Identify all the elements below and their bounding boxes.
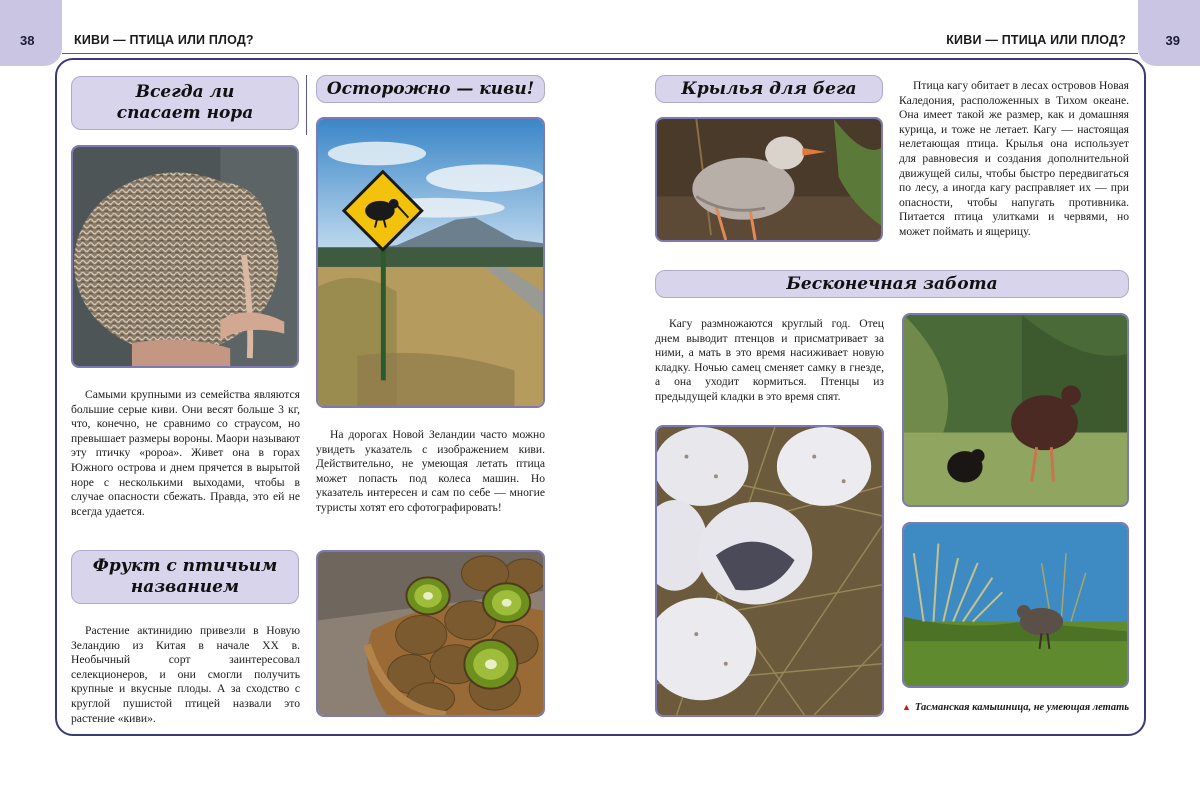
kiwi-bird-photo	[71, 145, 299, 368]
body-text-burrow: Самыми крупными из семейства являются большие серые киви. Они весят больше 3 кг, что, конечно, не сравнимо со страусом, но превышает размеры вороны. Маори называют эту птичку «ророа». Живет она в горах Южного острова и днем прячется в вырытой норе с несколькими выходами, чтобы в случае опасности сбежать. Правда, это ей не всегда удается.	[71, 388, 300, 518]
section-title-fruit: Фрукт с птичьим названием	[71, 550, 299, 604]
page-number-left: 38	[20, 33, 35, 48]
body-text-care: Кагу размножаются круглый год. Отец днем выводит птенцов и присматривает за ними, а мать в это время насиживает новую кладку. Ночью самец сменяет самку в гнезде, а она уходит кормиться. Птенцы из предыдущей кладки в это время спят.	[655, 317, 884, 403]
page-number-right: 39	[1165, 33, 1180, 48]
kagu-with-chick-photo	[902, 313, 1129, 507]
photo-caption	[902, 702, 1137, 713]
section-title-burrow: Всегда ли спасает нора	[71, 76, 299, 130]
body-text-wings: Птица кагу обитает в лесах островов Новая Каледония, расположенных в Тихом океане. Она имеет такой же размер, как и домашняя курица, и тоже не летает. Кагу — настоящая нелетающая птица. Крылья она использует для равновесия и создания дополнительной движущей силы, чтобы быстро передвигаться по лесу, а иногда кагу расправляет их — при опасности, чтобы напугать противника. Питается птица улитками и червями, но может поймать и ящерицу.	[899, 79, 1129, 238]
section-title-careful: Осторожно — киви!	[316, 75, 545, 103]
kagu-bird-photo	[655, 117, 883, 242]
section-title-care: Бесконечная забота	[655, 270, 1129, 298]
kiwi-road-sign-photo	[316, 117, 545, 408]
section-title-wings: Крылья для бега	[655, 75, 883, 103]
header-rule-right	[600, 53, 1138, 54]
body-text-fruit: Растение актинидию привезли в Новую Зеландию из Китая в начале XX в. Необычный сорт заинтересовал селекционеров, и они смогли получить крупные и вкусные плоды. А за сходство с круглой пушистой птицей назвали это растение «киви».	[71, 624, 300, 725]
column-divider	[306, 75, 307, 135]
body-text-careful: На дорогах Новой Зеландии часто можно увидеть указатель с изображением киви. Действительно, не умеющая летать птица может попасть под колеса машин. Но указатель интересен и сам по себе — многие туристы хотят его сфотографировать!	[316, 428, 545, 514]
tasmanian-native-hen-photo	[902, 522, 1129, 688]
header-rule-left	[62, 53, 600, 54]
kagu-eggs-nest-photo	[655, 425, 884, 717]
kiwi-fruit-basket-photo	[316, 550, 545, 717]
running-head-left: КИВИ — ПТИЦА ИЛИ ПЛОД?	[74, 33, 254, 47]
photo-caption-text: Тасманская камышница, не умеющая летать	[914, 702, 1130, 713]
running-head-right: КИВИ — ПТИЦА ИЛИ ПЛОД?	[946, 33, 1126, 47]
triangle-marker-icon: ▲	[902, 702, 911, 712]
